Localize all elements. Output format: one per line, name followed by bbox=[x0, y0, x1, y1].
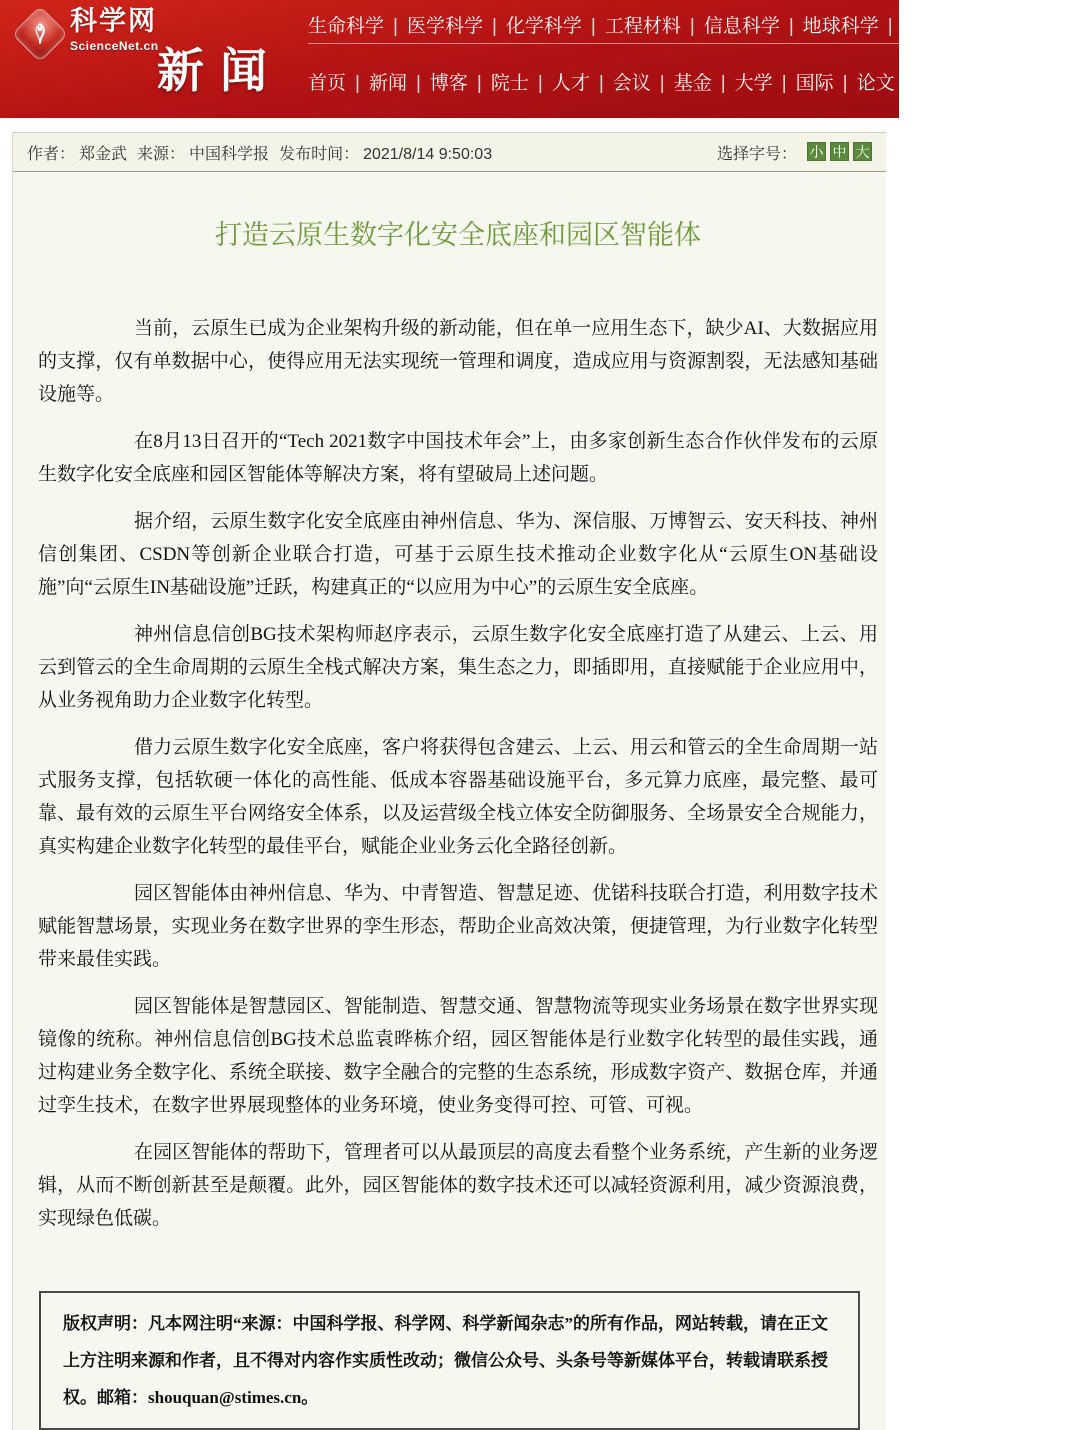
sciencenet-logo[interactable] bbox=[16, 8, 159, 54]
site-nav-item[interactable]: 博客 bbox=[429, 73, 468, 94]
nav-separator: | bbox=[689, 16, 695, 37]
source-label: 来源： bbox=[137, 145, 186, 163]
font-size-button[interactable]: 中 bbox=[830, 142, 849, 161]
nav-separator: | bbox=[537, 73, 543, 94]
site-nav-item[interactable]: 小柯机器人 bbox=[978, 73, 1074, 94]
source-value: 中国科学报 bbox=[189, 145, 270, 163]
channel-nav-item[interactable]: 管理科学 bbox=[1000, 16, 1077, 37]
nav-separator: | bbox=[986, 16, 992, 37]
nav-separator: | bbox=[887, 16, 893, 37]
article-meta-bar bbox=[13, 132, 886, 172]
article-paragraph: 据介绍，云原生数字化安全底座由神州信息、华为、深信服、万博智云、安天科技、神州信创集团、CSDN等创新企业联合打造，可基于云原生技术推动企业数字化从“云原生ON基础设施”向“云原生IN基础设施”迁跃，构建真正的“以应用为中心”的云原生安全底座。 bbox=[38, 511, 878, 598]
article-paragraph: 当前，云原生已成为企业架构升级的新动能，但在单一应用生态下，缺少AI、大数据应用的支撑，仅有单数据中心，使得应用无法实现统一管理和调度，造成应用与资源割裂，无法感知基础设施等。 bbox=[38, 318, 878, 405]
channel-nav-item[interactable]: 工程材料 bbox=[604, 16, 681, 37]
site-nav-item[interactable]: 人才 bbox=[551, 73, 590, 94]
article-meta-info bbox=[27, 141, 502, 164]
article-body bbox=[13, 218, 886, 1430]
nav-separator: | bbox=[720, 73, 726, 94]
site-nav-item[interactable]: 视频 bbox=[917, 73, 956, 94]
nav-separator: | bbox=[415, 73, 421, 94]
nav-separator: | bbox=[491, 16, 497, 37]
nav-separator: | bbox=[598, 73, 604, 94]
content-area bbox=[12, 132, 886, 1430]
site-nav-item[interactable]: 国际 bbox=[795, 73, 834, 94]
font-size-selector bbox=[717, 141, 872, 164]
font-size-button[interactable]: 小 bbox=[807, 142, 826, 161]
author-label: 作者： bbox=[27, 145, 76, 163]
publish-time-label: 发布时间： bbox=[279, 145, 360, 163]
nav-separator: | bbox=[476, 73, 482, 94]
channel-nav-item[interactable]: 化学科学 bbox=[505, 16, 582, 37]
article-title: 打造云原生数字化安全底座和园区智能体 bbox=[215, 220, 701, 250]
article-paragraph: 神州信息信创BG技术架构师赵序表示，云原生数字化安全底座打造了从建云、上云、用云到管云的全生命周期的云原生全栈式解决方案，集生态之力，即插即用，直接赋能于企业应用中，从业务视角助力企业数字化转型。 bbox=[38, 624, 878, 711]
article-paragraphs bbox=[38, 312, 878, 1235]
article-paragraph: 在8月13日召开的“Tech 2021数字中国技术年会”上，由多家创新生态合作伙伴发布的云原生数字化安全底座和园区智能体等解决方案，将有望破局上述问题。 bbox=[38, 431, 878, 485]
nav-separator: | bbox=[355, 73, 360, 94]
site-header bbox=[0, 0, 1077, 118]
nav-divider bbox=[308, 43, 899, 44]
site-nav-item[interactable]: 新闻 bbox=[368, 73, 407, 94]
author-value: 郑金武 bbox=[79, 145, 128, 163]
nav-separator: | bbox=[964, 73, 970, 94]
site-nav bbox=[308, 68, 1074, 94]
article-paragraph: 园区智能体是智慧园区、智能制造、智慧交通、智慧物流等现实业务场景在数字世界实现镜像的统称。神州信息信创BG技术总监袁晔栋介绍，园区智能体是行业数字化转型的最佳实践，通过构建业务全数字化、系统全联接、数字全融合的完整的生态系统，形成数字资产、数据仓库，并通过孪生技术，在数字世界展现整体的业务环境，使业务变得可控、可管、可视。 bbox=[38, 996, 878, 1116]
article-paragraph: 园区智能体由神州信息、华为、中青智造、智慧足迹、优锘科技联合打造，利用数字技术赋能智慧场景，实现业务在数字世界的孪生形态，帮助企业高效决策，便捷管理，为行业数字化转型带来最佳实践。 bbox=[38, 883, 878, 970]
channel-nav bbox=[308, 11, 1077, 37]
sciencenet-logo-icon bbox=[12, 6, 69, 63]
copyright-notice: 版权声明：凡本网注明“来源：中国科学报、科学网、科学新闻杂志”的所有作品，网站转载，请在正文上方注明来源和作者，且不得对内容作实质性改动；微信公众号、头条号等新媒体平台，转载请联系授权。邮箱：shouquan@stimes.cn。 bbox=[39, 1291, 860, 1430]
channel-nav-item[interactable]: 信息科学 bbox=[703, 16, 780, 37]
nav-separator: | bbox=[903, 73, 909, 94]
font-size-label: 选择字号： bbox=[716, 145, 797, 163]
site-domain: ScienceNet.cn bbox=[70, 39, 159, 53]
nav-separator: | bbox=[659, 73, 665, 94]
nav-separator: | bbox=[590, 16, 596, 37]
site-nav-item[interactable]: 论文 bbox=[856, 73, 895, 94]
channel-nav-item[interactable]: 医学科学 bbox=[406, 16, 483, 37]
site-nav-item[interactable]: 基金 bbox=[673, 73, 712, 94]
channel-nav-item[interactable]: 地球科学 bbox=[802, 16, 879, 37]
publish-time-value: 2021/8/14 9:50:03 bbox=[363, 145, 493, 163]
site-nav-item[interactable]: 院士 bbox=[490, 73, 529, 94]
channel-nav-item[interactable]: 生命科学 bbox=[308, 16, 385, 37]
article-paragraph: 在园区智能体的帮助下，管理者可以从最顶层的高度去看整个业务系统，产生新的业务逻辑，从而不断创新甚至是颠覆。此外，园区智能体的数字技术还可以减轻资源利用，减少资源浪费，实现绿色低碳。 bbox=[38, 1142, 878, 1229]
font-size-buttons bbox=[803, 142, 872, 162]
site-nav-item[interactable]: 会议 bbox=[612, 73, 651, 94]
site-nav-item[interactable]: 首页 bbox=[308, 73, 347, 94]
nav-separator: | bbox=[781, 73, 787, 94]
channel-nav-item[interactable]: 数理科学 bbox=[901, 16, 978, 37]
font-size-button[interactable]: 大 bbox=[853, 142, 872, 161]
site-nav-item[interactable]: 大学 bbox=[734, 73, 773, 94]
nav-separator: | bbox=[393, 16, 398, 37]
section-title-news: 新闻 bbox=[157, 44, 283, 97]
nav-separator: | bbox=[842, 73, 848, 94]
site-name: 科学网 bbox=[70, 6, 157, 36]
article-paragraph: 借力云原生数字化安全底座，客户将获得包含建云、上云、用云和管云的全生命周期一站式服务支撑，包括软硬一体化的高性能、低成本容器基础设施平台，多元算力底座，最完整、最可靠、最有效的云原生平台网络安全体系，以及运营级全栈立体安全防御服务、全场景安全合规能力，真实构建企业数字化转型的最佳平台，赋能企业业务云化全路径创新。 bbox=[38, 737, 878, 857]
nav-separator: | bbox=[788, 16, 794, 37]
